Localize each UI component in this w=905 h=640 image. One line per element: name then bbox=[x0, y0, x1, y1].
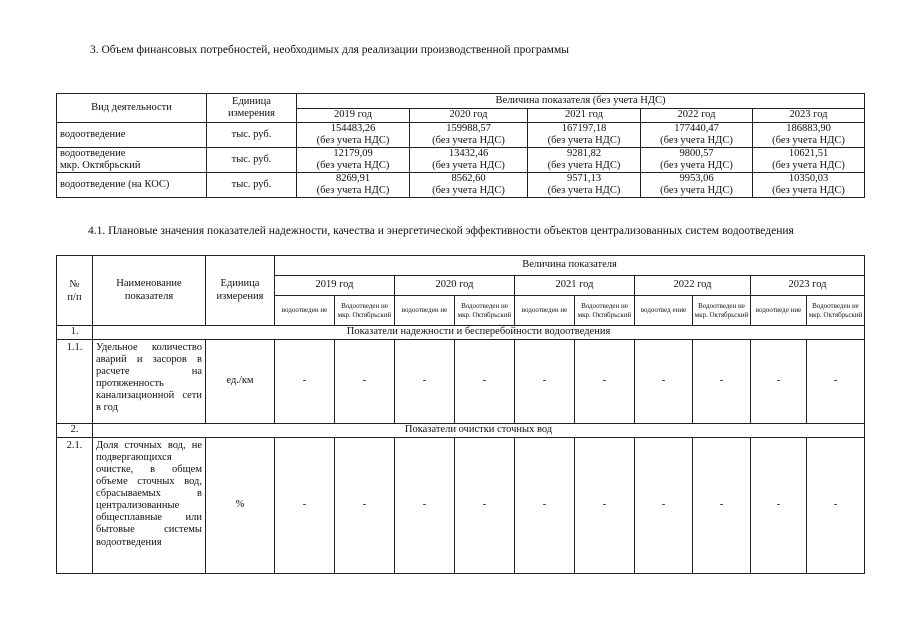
item-unit: % bbox=[206, 438, 275, 574]
row-unit: тыс. руб. bbox=[207, 123, 297, 148]
sub-header-wastewater: водоотвед ение bbox=[635, 296, 693, 326]
year-header: 2022 год bbox=[641, 109, 753, 123]
row-label: водоотведение (на КОС) bbox=[57, 173, 207, 198]
year-header: 2019 год bbox=[297, 109, 410, 123]
table-row bbox=[57, 148, 865, 173]
value-cell: 9953,06 (без учета НДС) bbox=[641, 173, 753, 198]
value-cell: 10350,03 (без учета НДС) bbox=[753, 173, 865, 198]
sub-header-oktyabrsky: Водоотведен ие мкр. Октябрьский bbox=[693, 296, 751, 326]
item-name: Удельное количество аварий и засоров в расчете на протяженность канализационной сети в год bbox=[93, 340, 206, 424]
value-cell: - bbox=[335, 340, 395, 424]
item-number: 2.1. bbox=[57, 438, 93, 574]
year-header: 2020 год bbox=[395, 276, 515, 296]
value-cell: 186883,90 (без учета НДС) bbox=[753, 123, 865, 148]
sub-header-oktyabrsky: Водоотведен ие мкр. Октябрьский bbox=[455, 296, 515, 326]
value-cell: 13432,46 (без учета НДС) bbox=[410, 148, 528, 173]
value-cell: - bbox=[395, 340, 455, 424]
value-cell: - bbox=[515, 438, 575, 574]
indicators-table bbox=[56, 255, 865, 574]
value-cell: - bbox=[275, 438, 335, 574]
value-cell: 9571,13 (без учета НДС) bbox=[528, 173, 641, 198]
value-cell: - bbox=[807, 340, 865, 424]
year-header: 2022 год bbox=[635, 276, 751, 296]
value-cell: - bbox=[635, 438, 693, 574]
value-cell: - bbox=[635, 340, 693, 424]
sub-header-wastewater: водоотведе ние bbox=[751, 296, 807, 326]
section-row bbox=[57, 326, 865, 340]
table-row bbox=[57, 123, 865, 148]
value-cell: - bbox=[455, 438, 515, 574]
sub-header-wastewater: водоотведен ие bbox=[275, 296, 335, 326]
value-cell: 167197,18 (без учета НДС) bbox=[528, 123, 641, 148]
col-header-num: № п/п bbox=[57, 256, 93, 326]
sub-header-oktyabrsky: Водоотведен ие мкр. Октябрьский bbox=[807, 296, 865, 326]
section-number: 2. bbox=[57, 424, 93, 438]
sub-header-oktyabrsky: Водоотведен ие мкр. Октябрьский bbox=[575, 296, 635, 326]
year-header: 2019 год bbox=[275, 276, 395, 296]
item-name: Доля сточных вод, не подвергающихся очистке, в общем объеме сточных вод, сбрасываемых в централизованные общесплавные или бытовые системы водоотведения bbox=[93, 438, 206, 574]
value-cell: - bbox=[335, 438, 395, 574]
section-3-title: 3. Объем финансовых потребностей, необходимых для реализации производственной программы bbox=[90, 44, 569, 56]
value-cell: 10621,51 (без учета НДС) bbox=[753, 148, 865, 173]
row-unit: тыс. руб. bbox=[207, 173, 297, 198]
section-4-1-title: 4.1. Плановые значения показателей надежности, качества и энергетической эффективности объектов централизованных систем водоотведения bbox=[88, 225, 794, 237]
section-row bbox=[57, 424, 865, 438]
year-header: 2021 год bbox=[528, 109, 641, 123]
value-cell: 177440,47 (без учета НДС) bbox=[641, 123, 753, 148]
value-cell: - bbox=[807, 438, 865, 574]
sub-header-wastewater: водоотведен ие bbox=[515, 296, 575, 326]
value-cell: - bbox=[575, 438, 635, 574]
value-cell: 9800,57 (без учета НДС) bbox=[641, 148, 753, 173]
table-row bbox=[57, 438, 865, 574]
value-cell: - bbox=[693, 438, 751, 574]
col-header-name: Наименование показателя bbox=[93, 256, 206, 326]
row-label: водоотведение мкр. Октябрьский bbox=[57, 148, 207, 173]
year-header: 2023 год bbox=[751, 276, 865, 296]
value-cell: - bbox=[693, 340, 751, 424]
year-header: 2023 год bbox=[753, 109, 865, 123]
section-number: 1. bbox=[57, 326, 93, 340]
row-unit: тыс. руб. bbox=[207, 148, 297, 173]
value-cell: - bbox=[395, 438, 455, 574]
item-number: 1.1. bbox=[57, 340, 93, 424]
col-header-value-group: Величина показателя (без учета НДС) bbox=[297, 94, 865, 109]
value-cell: - bbox=[575, 340, 635, 424]
value-cell: - bbox=[275, 340, 335, 424]
table-row bbox=[57, 340, 865, 424]
section-title: Показатели надежности и бесперебойности водоотведения bbox=[93, 326, 865, 340]
value-cell: - bbox=[751, 438, 807, 574]
value-cell: 8562,60 (без учета НДС) bbox=[410, 173, 528, 198]
sub-header-oktyabrsky: Водоотведен ие мкр. Октябрьский bbox=[335, 296, 395, 326]
value-cell: 12179,09 (без учета НДС) bbox=[297, 148, 410, 173]
section-title: Показатели очистки сточных вод bbox=[93, 424, 865, 438]
col-header-value-group: Величина показателя bbox=[275, 256, 865, 276]
row-label: водоотведение bbox=[57, 123, 207, 148]
col-header-unit: Единица измерения bbox=[206, 256, 275, 326]
value-cell: - bbox=[515, 340, 575, 424]
col-header-activity: Вид деятельности bbox=[57, 94, 207, 123]
value-cell: 9281,82 (без учета НДС) bbox=[528, 148, 641, 173]
value-cell: - bbox=[751, 340, 807, 424]
value-cell: - bbox=[455, 340, 515, 424]
year-header: 2021 год bbox=[515, 276, 635, 296]
item-unit: ед./км bbox=[206, 340, 275, 424]
table-row bbox=[57, 173, 865, 198]
value-cell: 159988,57 (без учета НДС) bbox=[410, 123, 528, 148]
value-cell: 8269,91 (без учета НДС) bbox=[297, 173, 410, 198]
financial-needs-table bbox=[56, 93, 865, 198]
value-cell: 154483,26 (без учета НДС) bbox=[297, 123, 410, 148]
sub-header-wastewater: водоотведен ие bbox=[395, 296, 455, 326]
col-header-unit: Единица измерения bbox=[207, 94, 297, 123]
year-header: 2020 год bbox=[410, 109, 528, 123]
